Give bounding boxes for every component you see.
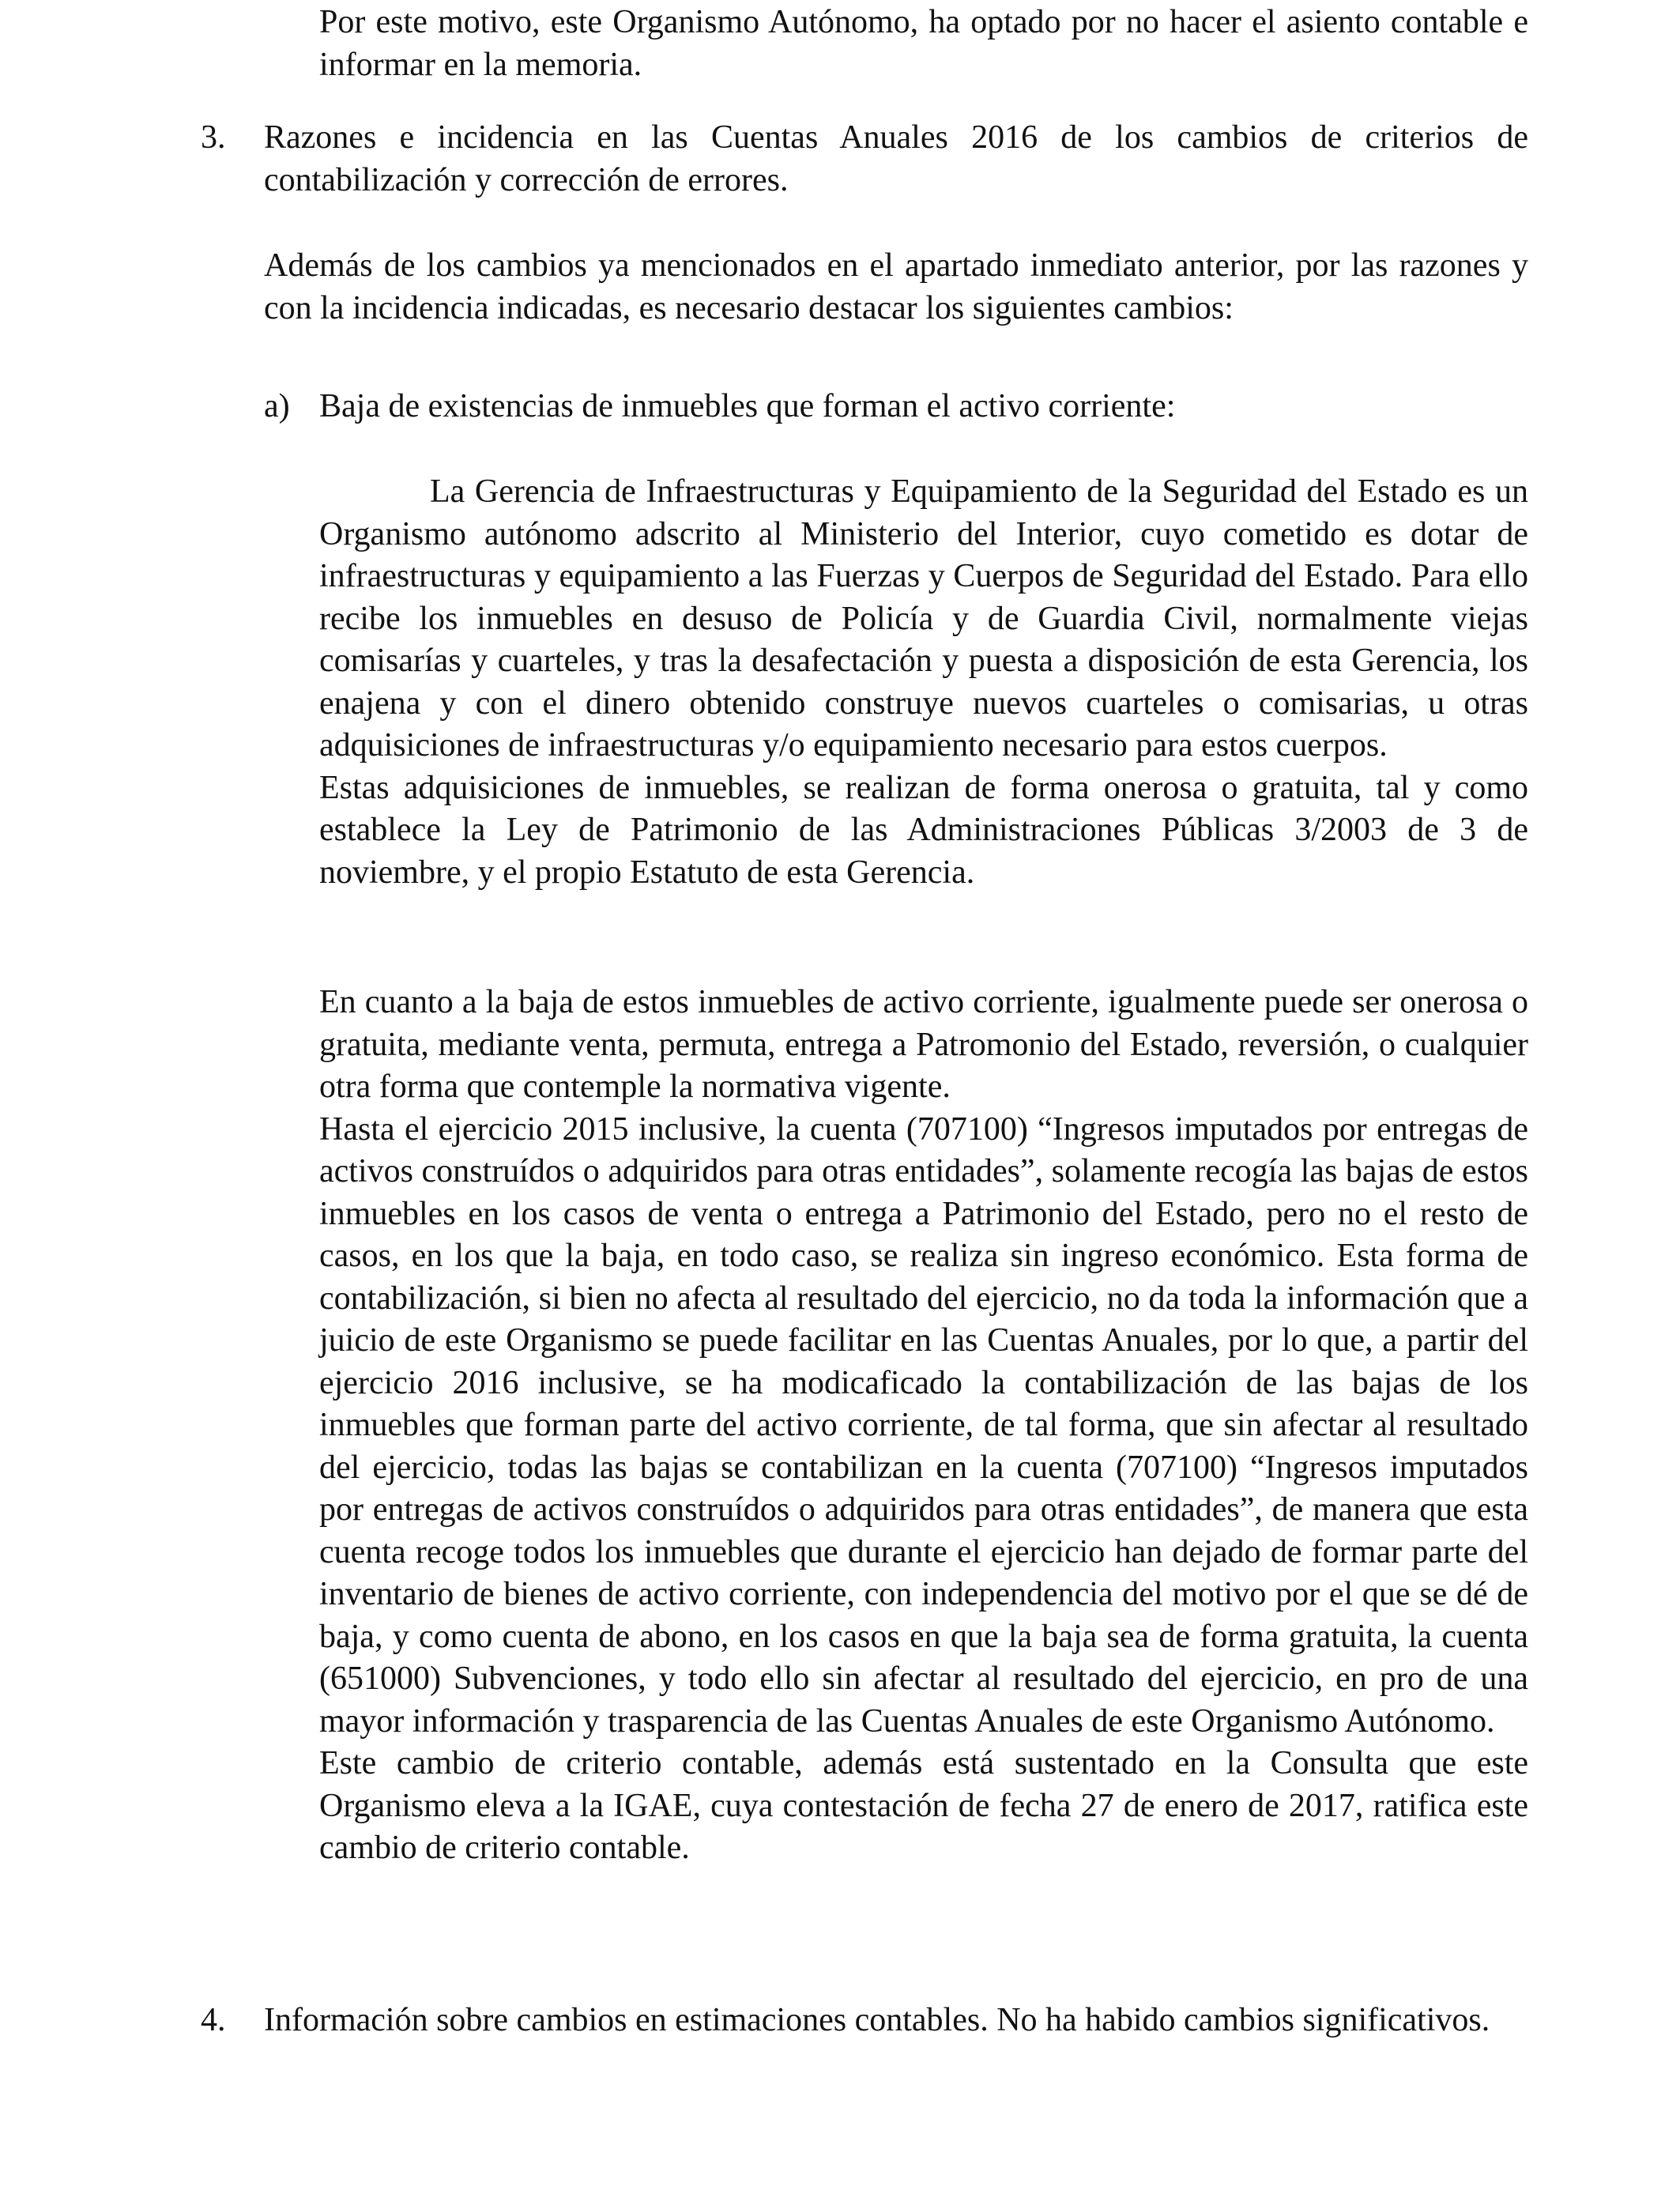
item-a-title: Baja de existencias de inmuebles que forman el activo corriente:: [319, 388, 1176, 424]
section-3-intro: Además de los cambios ya mencionados en el apartado inmediato anterior, por las razones y con la incidencia indicadas, es necesario destacar los siguientes cambios:: [264, 247, 1528, 326]
item-a-paragraph-4: Hasta el ejercicio 2015 inclusive, la cuenta (707100) “Ingresos imputados por entregas de activos construídos o adquiridos para otras entidades”, solamente recogía las bajas de estos inmuebles en los casos de venta o entrega a Patrimonio del Estado, pero no el resto de casos, en los que la baja, en todo caso, se realiza sin ingreso económico. Esta forma de contabilización, si bien no afecta al resultado del ejercicio, no da toda la información que a juicio de este Organismo se puede facilitar en las Cuentas Anuales, por lo que, a partir del ejercicio 2016 inclusive, se ha modicaficado la contabilización de las bajas de los inmuebles que forman parte del activo corriente, de tal forma, que sin afectar al resultado del ejercicio, todas las bajas se contabilizan en la cuenta (707100) “Ingresos imputados por entregas de activos construídos o adquiridos para otras entidades”, de manera que esta cuenta recoge todos los inmuebles que durante el ejercicio han dejado de formar parte del inventario de bienes de activo corriente, con independencia del motivo por el que se dé de baja, y como cuenta de abono, en los casos en que la baja sea de forma gratuita, la cuenta (651000) Subvenciones, y todo ello sin afectar al resultado del ejercicio, en pro de una mayor información y trasparencia de las Cuentas Anuales de este Organismo Autónomo.: [319, 1110, 1528, 1740]
item-a-paragraph-1: La Gerencia de Infraestructuras y Equipamiento de la Seguridad del Estado es un Organismo autónomo adscrito al Ministerio del Interior, cuyo cometido es dotar de infraestructuras y equipamiento a las Fuerzas y Cuerpos de Seguridad del Estado. Para ello recibe los inmuebles en desuso de Policía y de Guardia Civil, normalmente viejas comisarías y cuarteles, y tras la desafectación y puesta a disposición de esta Gerencia, los enajena y con el dinero obtenido construye nuevos cuarteles o comisarias, u otras adquisiciones de infraestructuras y/o equipamiento necesario para estos cuerpos.: [319, 473, 1528, 763]
section-3-number: 3.: [201, 119, 226, 156]
section-4-number: 4.: [201, 2002, 226, 2038]
item-a-body: [319, 471, 1528, 894]
item-a-body-2: [319, 982, 1528, 1870]
item-a-marker: a): [264, 388, 290, 424]
section-3-heading: Razones e incidencia en las Cuentas Anuales 2016 de los cambios de criterios de contabilización y corrección de errores.: [264, 119, 1528, 198]
item-a-paragraph-2: Estas adquisiciones de inmuebles, se realizan de forma onerosa o gratuita, tal y como establece la Ley de Patrimonio de las Administraciones Públicas 3/2003 de 3 de noviembre, y el propio Estatuto de esta Gerencia.: [319, 769, 1528, 891]
intro-paragraph: Por este motivo, este Organismo Autónomo, ha optado por no hacer el asiento contable e informar en la memoria.: [319, 4, 1528, 83]
section-4-paragraph: Información sobre cambios en estimaciones contables. No ha habido cambios significativos.: [264, 2002, 1490, 2038]
item-a-paragraph-3: En cuanto a la baja de estos inmuebles de activo corriente, igualmente puede ser onerosa o gratuita, mediante venta, permuta, entrega a Patromonio del Estado, reversión, o cualquier otra forma que contemple la normativa vigente.: [319, 984, 1528, 1105]
item-a-paragraph-5: Este cambio de criterio contable, además está sustentado en la Consulta que este Organismo eleva a la IGAE, cuya contestación de fecha 27 de enero de 2017, ratifica este cambio de criterio contable.: [319, 1745, 1528, 1866]
